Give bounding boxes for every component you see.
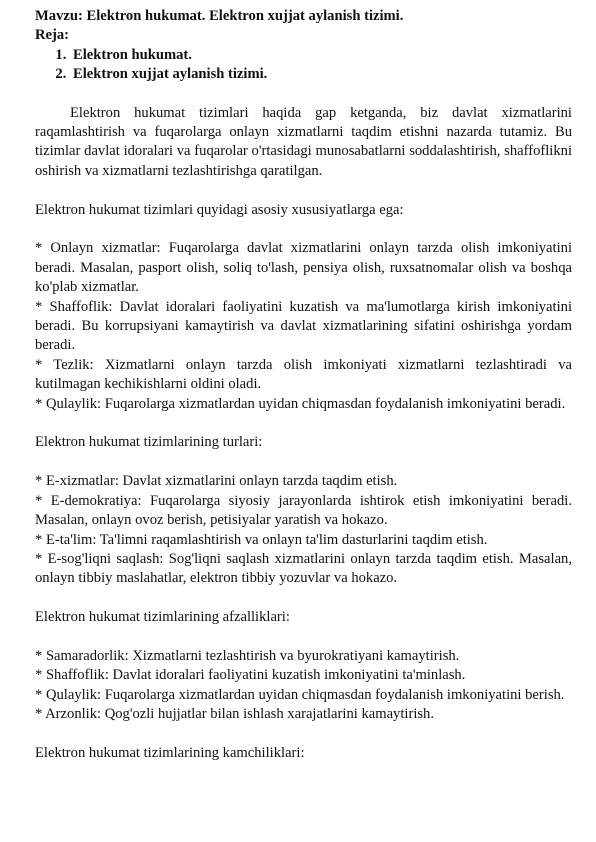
plan-item: 1. Elektron hukumat. [70, 46, 572, 65]
types-list [35, 472, 572, 588]
intro-paragraph: Elektron hukumat tizimlari haqida gap ketganda, biz davlat xizmatlarini raqamlashtirish va fuqarolarga onlayn xizmatlarni taqdim etishni nazarda tutamiz. Bu tizimlar davlat idoralari va fuqarolar o'rtasidagi munosabatlarni soddalashtirish, shaffoflikni oshirish va xizmatlarni tezlashtirishga qaratilgan. [35, 104, 572, 179]
list-item: * E-ta'lim: Ta'limni raqamlashtirish va onlayn ta'lim dasturlarini taqdim etish. [35, 531, 488, 548]
types-title: Elektron hukumat tizimlarining turlari: [35, 434, 263, 451]
advantages-title: Elektron hukumat tizimlarining afzalliklari: [35, 609, 290, 626]
topic-heading: Mavzu: Elektron hukumat. Elektron xujjat aylanish tizimi. [35, 8, 404, 24]
features-list [35, 239, 572, 414]
list-item: * Arzonlik: Qog'ozli hujjatlar bilan ishlash xarajatlarini kamaytirish. [35, 706, 434, 723]
list-item: * Samaradorlik: Xizmatlarni tezlashtirish va byurokratiyani kamaytirish. [35, 647, 460, 664]
list-item: * Qulaylik: Fuqarolarga xizmatlardan uyidan chiqmasdan foydalanish imkoniyatini beradi. [35, 395, 566, 412]
plan-item: 2. Elektron xujjat aylanish tizimi. [70, 65, 572, 84]
list-item: * E-demokratiya: Fuqarolarga siyosiy jarayonlarda ishtirok etish imkoniyatini beradi. Masalan, onlayn ovoz berish, petisiyalar yaratish va hokazo. [35, 492, 572, 529]
disadvantages-title: Elektron hukumat tizimlarining kamchiliklari: [35, 744, 305, 761]
list-item: * Shaffoflik: Davlat idoralari faoliyatini kuzatish imkoniyatini ta'minlash. [35, 667, 466, 684]
list-item: * Tezlik: Xizmatlarni onlayn tarzda olish imkoniyati xizmatlarni tezlashtiradi va kutilmagan kechikishlarni oldini oladi. [35, 356, 572, 393]
list-item: * Shaffoflik: Davlat idoralari faoliyatini kuzatish va ma'lumotlarga kirish imkoniyatini beradi. Bu korrupsiyani kamaytirish va davlat xizmatlarining sifatini oshirishga yordam beradi. [35, 298, 572, 354]
plan-label: Reja: [35, 27, 70, 44]
list-item: * E-xizmatlar: Davlat xizmatlarini onlayn tarzda taqdim etish. [35, 473, 398, 490]
list-item: * E-sog'liqni saqlash: Sog'liqni saqlash xizmatlarini onlayn tarzda taqdim etish. Masalan, onlayn tibbiy maslahatlar, elektron tibbiy yozuvlar va hokazo. [35, 550, 572, 587]
advantages-list [35, 647, 572, 725]
plan-list [35, 46, 572, 85]
list-item: * Qulaylik: Fuqarolarga xizmatlardan uyidan chiqmasdan foydalanish imkoniyatini berish. [35, 686, 565, 703]
features-title: Elektron hukumat tizimlari quyidagi asosiy xususiyatlarga ega: [35, 201, 404, 218]
list-item: * Onlayn xizmatlar: Fuqarolarga davlat xizmatlarini onlayn tarzda olish imkoniyatini beradi. Masalan, pasport olish, soliq to'lash, pensiya olish, ruxsatnomalar olish va boshqa ko'plab xizmatlar. [35, 240, 572, 296]
